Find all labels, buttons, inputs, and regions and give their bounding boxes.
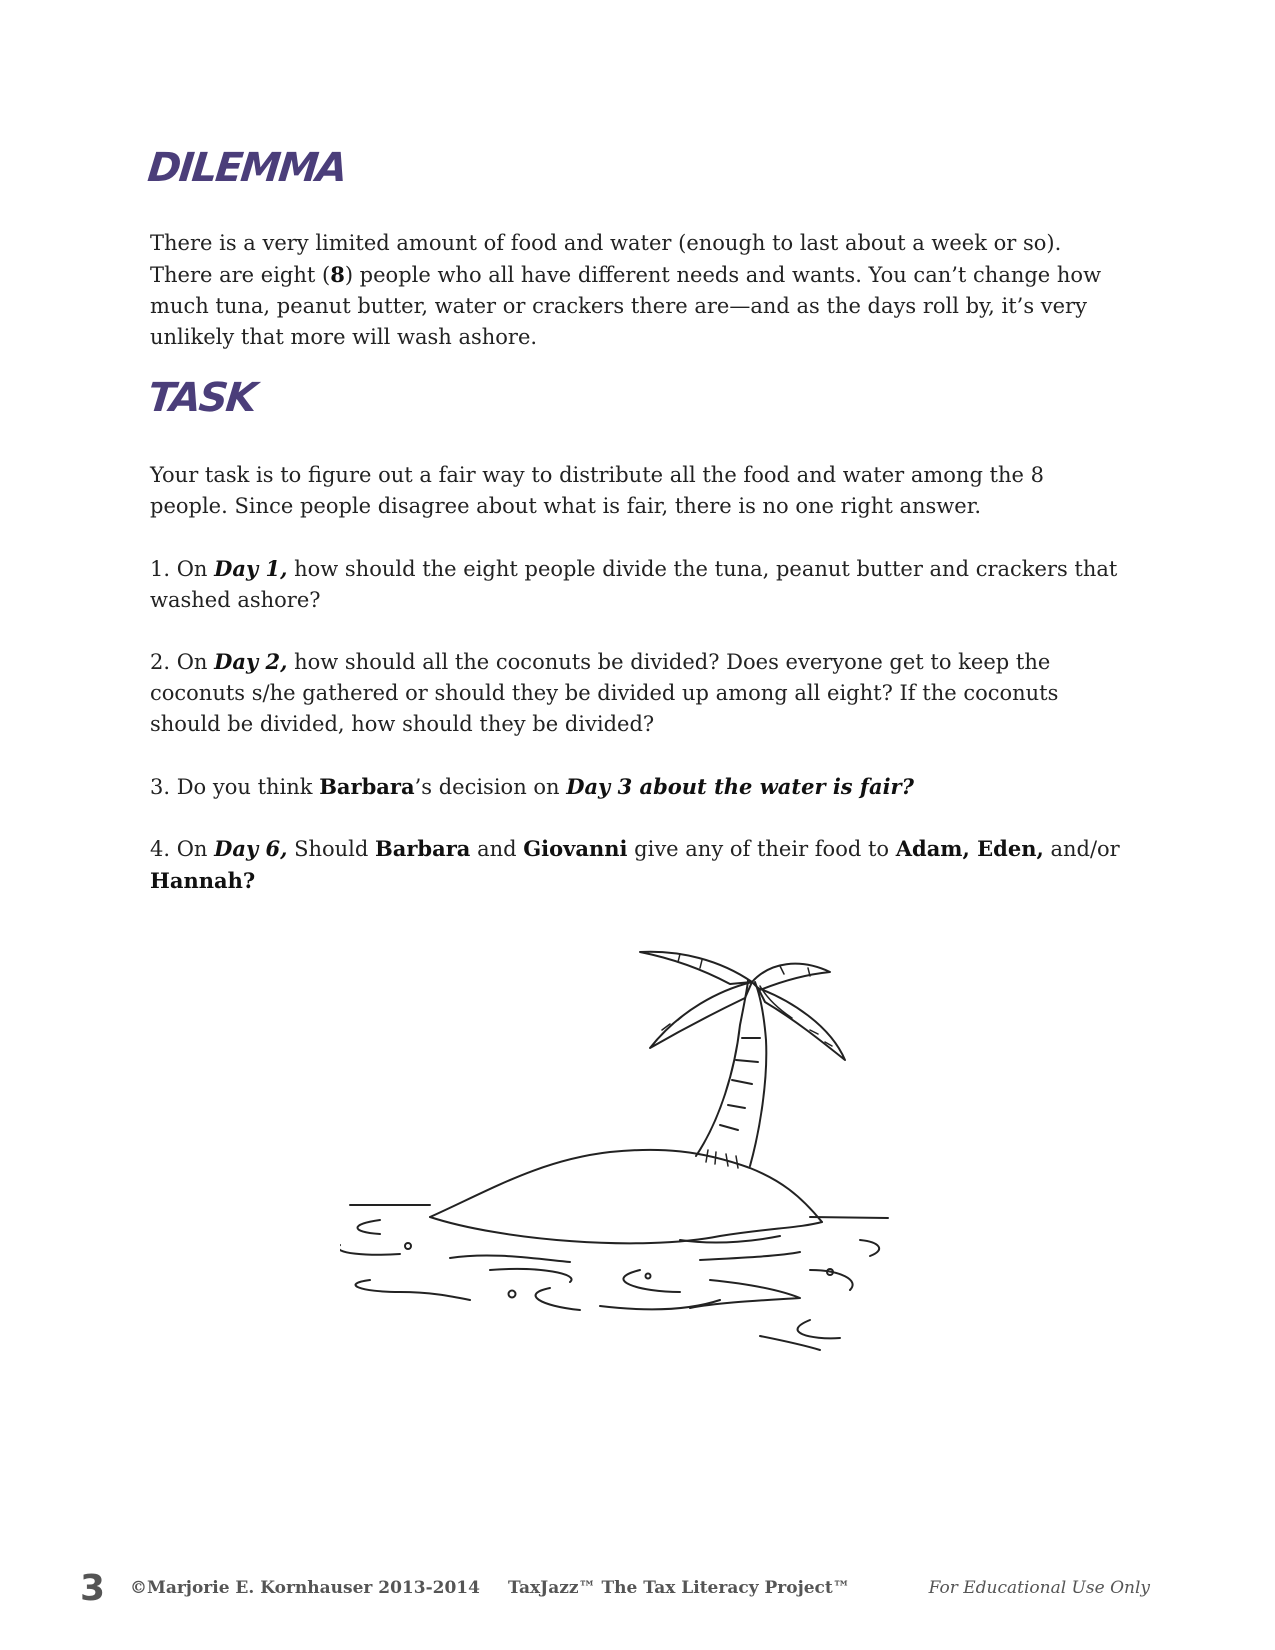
page-number: 3 — [80, 1568, 106, 1609]
project-name: TaxJazz™ The Tax Literacy Project™ — [508, 1578, 850, 1598]
q1-text: how should the eight people divide the tuna, peanut butter and crackers that washed ashore? — [150, 557, 1118, 612]
q2-prefix: 2. On — [150, 650, 215, 674]
copyright-notice: ©Marjorie E. Kornhauser 2013-2014 — [130, 1578, 480, 1598]
q2-day: Day 2, — [214, 649, 288, 674]
usage-notice: For Educational Use Only — [928, 1578, 1150, 1598]
dilemma-paragraph — [150, 228, 1120, 353]
task-intro: Your task is to figure out a fair way to distribute all the food and water among the 8 people. Since people disagree about what is fair, there is no one right answer. — [150, 463, 1044, 518]
q3-name: Barbara — [319, 774, 415, 799]
island-illustration — [340, 940, 940, 1420]
q3-prefix: 3. Do you think — [150, 775, 320, 799]
question-1 — [150, 553, 1120, 616]
q2-text: how should all the coconuts be divided? Does everyone get to keep the coconuts s/he gathered or should they be divided up among all eight? If the coconuts should be divided, how should they be divided? — [150, 650, 1059, 736]
q4-t1: Should — [287, 837, 375, 861]
q1-prefix: 1. On — [150, 557, 215, 581]
q4-names-adam-eden: Adam, Eden, — [895, 836, 1044, 861]
q4-name-hannah: Hannah? — [150, 868, 256, 893]
question-3 — [150, 771, 1120, 803]
q4-name-barbara: Barbara — [375, 836, 471, 861]
q4-day: Day 6, — [214, 836, 288, 861]
q3-mid: ’s decision on — [414, 775, 567, 799]
dilemma-heading: DILEMMA — [145, 145, 348, 191]
q1-day: Day 1, — [214, 556, 288, 581]
q4-name-giovanni: Giovanni — [523, 836, 628, 861]
q4-t2: and — [470, 837, 524, 861]
people-count: 8 — [330, 262, 345, 287]
q4-prefix: 4. On — [150, 837, 215, 861]
question-4 — [150, 833, 1120, 897]
q4-t4: and/or — [1043, 837, 1120, 861]
dilemma-text-1: There is a very limited amount of food and water (enough to last about a week or so). There are eight ( — [150, 231, 1062, 287]
dilemma-text-2: ) people who all have different needs and wants. You can’t change how much tuna, peanut butter, water or crackers there are—and as the days roll by, it’s very unlikely that more will wash ashore. — [150, 263, 1102, 349]
q3-emph: Day 3 about the water is fair? — [566, 774, 914, 799]
q4-t3: give any of their food to — [627, 837, 896, 861]
question-2 — [150, 646, 1120, 740]
task-heading: TASK — [145, 375, 258, 421]
